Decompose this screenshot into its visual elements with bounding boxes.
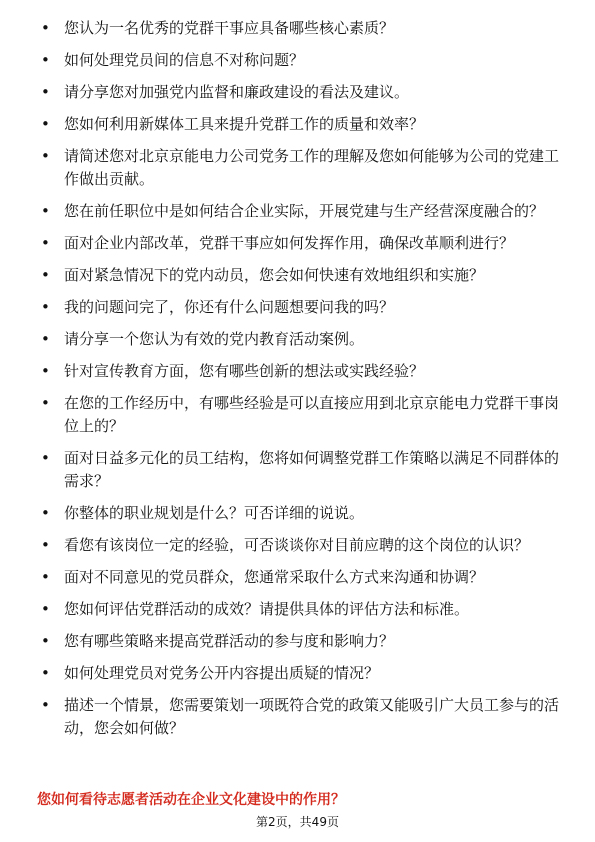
- bullet-icon: •: [41, 51, 50, 69]
- question-text: 请分享一个您认为有效的党内教育活动案例。: [64, 330, 365, 348]
- bullet-icon: •: [41, 298, 50, 316]
- bullet-icon: •: [41, 632, 50, 650]
- page-number: 第2页，共49页: [256, 815, 339, 829]
- bullet-icon: •: [41, 394, 50, 412]
- question-item: [40, 113, 560, 136]
- bullet-icon: •: [41, 600, 50, 618]
- question-text: 您有哪些策略来提高党群活动的参与度和影响力？: [64, 632, 395, 650]
- question-text: 请简述您对北京京能电力公司党务工作的理解及您如何能够为公司的党建工作做出贡献。: [64, 147, 560, 188]
- question-item: [40, 694, 560, 740]
- question-item: [40, 598, 560, 621]
- question-text: 如何处理党员间的信息不对称问题？: [64, 51, 305, 69]
- bullet-icon: •: [41, 202, 50, 220]
- question-item: [40, 502, 560, 525]
- question-item: [40, 534, 560, 557]
- question-text: 您如何评估党群活动的成效？请提供具体的评估方法和标准。: [64, 600, 470, 618]
- bullet-icon: •: [41, 504, 50, 522]
- question-text: 您如何利用新媒体工具来提升党群工作的质量和效率？: [64, 115, 425, 133]
- question-text: 如何处理党员对党务公开内容提出质疑的情况？: [64, 664, 380, 682]
- bullet-icon: •: [41, 234, 50, 252]
- bullet-icon: •: [41, 83, 50, 101]
- question-text: 看您有该岗位一定的经验，可否谈谈你对目前应聘的这个岗位的认识？: [64, 536, 530, 554]
- question-text: 我的问题问完了，你还有什么问题想要问我的吗？: [64, 298, 395, 316]
- question-item: [40, 392, 560, 438]
- bullet-icon: •: [41, 696, 50, 714]
- question-item: [40, 145, 560, 191]
- question-item: [40, 264, 560, 287]
- question-text: 描述一个情景，您需要策划一项既符合党的政策又能吸引广大员工参与的活动，您会如何做？: [64, 696, 560, 737]
- bullet-icon: •: [41, 664, 50, 682]
- question-item: [40, 232, 560, 255]
- question-text: 面对企业内部改革，党群干事应如何发挥作用，确保改革顺利进行？: [64, 234, 515, 252]
- bullet-icon: •: [41, 330, 50, 348]
- bullet-icon: •: [41, 19, 50, 37]
- bullet-icon: •: [41, 568, 50, 586]
- question-item: [40, 49, 560, 72]
- bullet-icon: •: [41, 115, 50, 133]
- question-text: 面对不同意见的党员群众，您通常采取什么方式来沟通和协调？: [64, 568, 485, 586]
- bullet-icon: •: [41, 147, 50, 165]
- question-text: 面对紧急情况下的党内动员，您会如何快速有效地组织和实施？: [64, 266, 485, 284]
- question-list: [40, 17, 560, 749]
- question-item: [40, 296, 560, 319]
- question-text: 您认为一名优秀的党群干事应具备哪些核心素质？: [64, 19, 395, 37]
- question-item: [40, 17, 560, 40]
- bullet-icon: •: [41, 449, 50, 467]
- question-item: [40, 328, 560, 351]
- question-text: 面对日益多元化的员工结构，您将如何调整党群工作策略以满足不同群体的需求？: [64, 449, 560, 490]
- question-text: 您在前任职位中是如何结合企业实际，开展党建与生产经营深度融合的？: [64, 202, 545, 220]
- bullet-icon: •: [41, 266, 50, 284]
- question-item: [40, 81, 560, 104]
- question-text: 请分享您对加强党内监督和廉政建设的看法及建议。: [64, 83, 410, 101]
- question-item: [40, 630, 560, 653]
- question-item: [40, 662, 560, 685]
- question-item: [40, 566, 560, 589]
- bullet-icon: •: [41, 362, 50, 380]
- bullet-icon: •: [41, 536, 50, 554]
- question-item: [40, 360, 560, 383]
- question-text: 你整体的职业规划是什么？可否详细的说说。: [64, 504, 365, 522]
- question-text: 在您的工作经历中，有哪些经验是可以直接应用到北京京能电力党群干事岗位上的？: [64, 394, 560, 435]
- question-item: [40, 447, 560, 493]
- question-item: [40, 200, 560, 223]
- highlight-question: 您如何看待志愿者活动在企业文化建设中的作用？: [37, 792, 345, 808]
- question-text: 针对宣传教育方面，您有哪些创新的想法或实践经验？: [64, 362, 425, 380]
